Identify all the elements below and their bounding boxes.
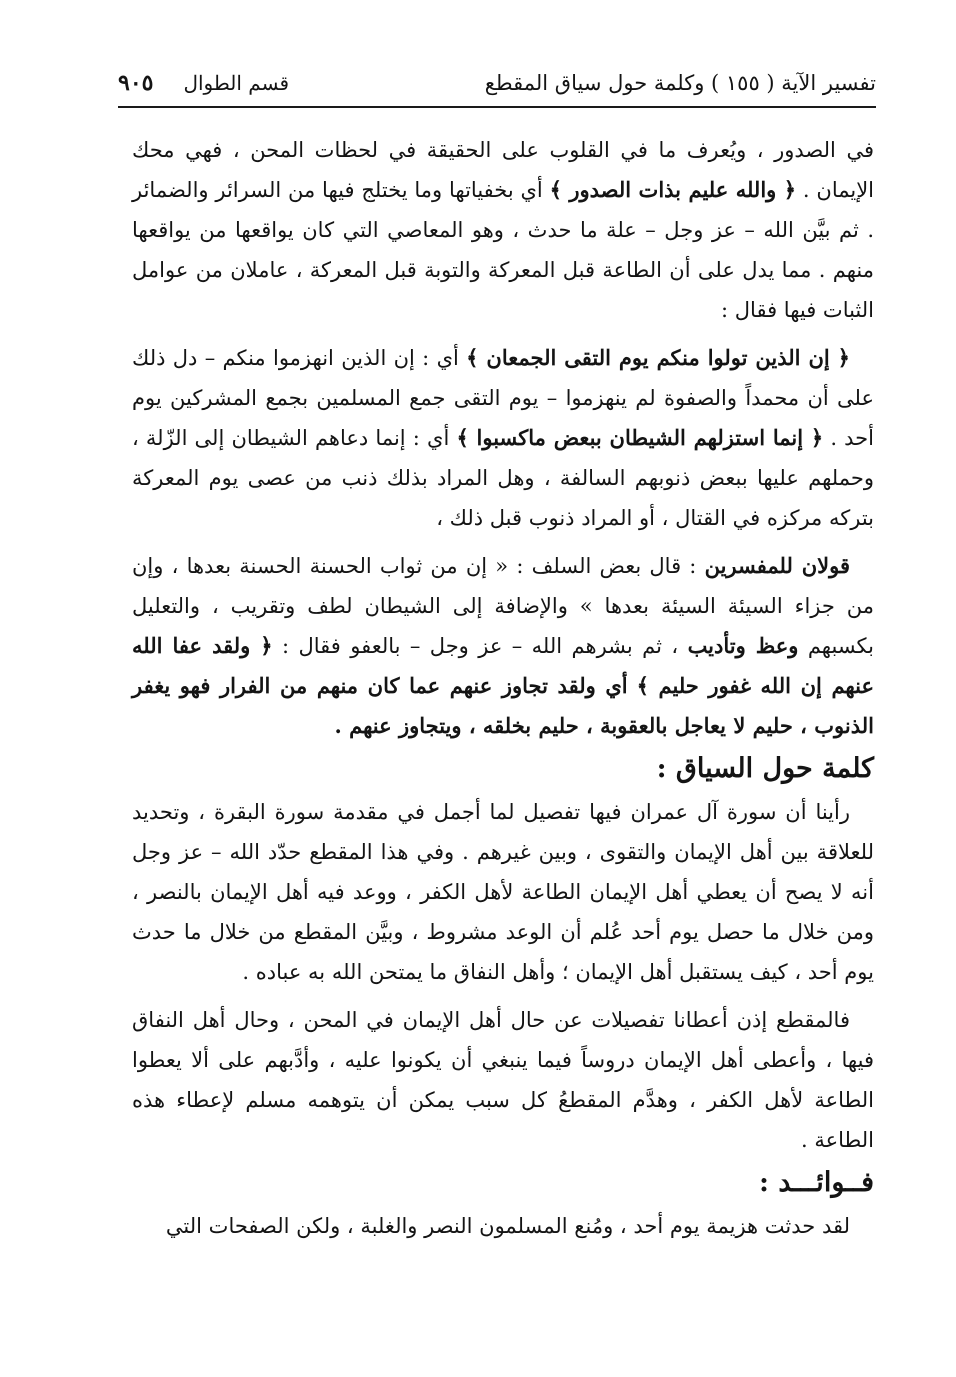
page-body [132, 130, 874, 1246]
text-span: أي : إن الذين انهزموا منكم – دل ذلك على أن محمداً والصفوة لم ينهزموا – يوم التقى جمع المسلمين بجمع المشركين يوم أحد . [132, 346, 874, 450]
text-span: أي : إنما دعاهم الشيطان إلى الزّلة ، وحملهم عليها ببعض ذنوبهم السالفة ، وهل المراد بذلك ذنب من عصى يوم المعركة بتركه مركزه في القتال ، أو المراد ذنوب قبل ذلك ، [132, 426, 874, 530]
bold-phrase: أي ولقد تجاوز عنهم عما كان منهم من الفرار فهو يغفر الذنوب ، حليم لا يعاجل بالعقوبة ، حليم بخلقه ، ويتجاوز عنهم . [132, 673, 874, 738]
page-header [118, 60, 876, 108]
benefits-heading: فــوائـــد : [759, 1167, 874, 1198]
paragraph-4: رأينا أن سورة آل عمران فيها تفصيل لما أجمل في مقدمة سورة البقرة ، وتحديد للعلاقة بين أهل الإيمان والتقوى ، وبين غيرهم . وفي هذا المقطع حدّد الله – عز وجل أنه لا يصح أن يعطي أهل الإيمان الطاعة لأهل الكفر ، ووعد فيه أهل الإيمان بالنصر ، ومن خلال ما حصل يوم أحد عُلم أن الوعد مشروط ، وبيَّن المقطع من خلال ما حدث يوم أحد ، كيف يستقبل أهل الإيمان ؛ وأهل النفاق ما يمتحن الله به عباده . [132, 800, 874, 984]
text-span: : قال بعض السلف : « إن من ثواب الحسنة الحسنة بعدها ، وإن من جزاء السيئة السيئة بعدها » والإضافة إلى الشيطان لطف وتقريب ، والتعليل بكسبهم [132, 554, 874, 658]
page-number: ٩٠٥ [118, 70, 154, 96]
text-span [628, 674, 637, 698]
section-name: قسم الطوال [183, 71, 289, 95]
quran-verse: ﴿ إنما استزلهم الشيطان ببعض ماكسبوا ﴾ [456, 425, 824, 450]
text-span: في الصدور ، ويُعرف ما في القلوب على الحقيقة في لحظات المحن ، فهي محك الإيمان . [132, 138, 875, 202]
paragraph-6: لقد حدثت هزيمة يوم أحد ، ومُنع المسلمون النصر والغلبة ، ولكن الصفحات التي [165, 1214, 850, 1238]
bold-phrase: قولان للمفسرين [704, 553, 850, 578]
paragraph-3 [132, 546, 874, 746]
paragraph-5: فالمقطع إذن أعطانا تفصيلات عن حال أهل الإيمان في المحن ، وحال أهل النفاق فيها ، وأعطى أهل الإيمان دروساً فيما ينبغي أن يكونوا عليه ، وأدَّبهم على ألا يعطوا الطاعة لأهل الكفر ، وهدَّم المقطعُ كل سبب يمكن أن يتوهمه مسلم لإعطاء هذه الطاعة . [132, 1008, 874, 1152]
section-heading: كلمة حول السياق : [656, 753, 874, 784]
quran-verse: ﴿ والله عليم بذات الصدور ﴾ [549, 177, 797, 202]
running-title: تفسير الآية ( ١٥٥ ) وكلمة حول سياق المقطع [484, 71, 876, 95]
paragraph-1 [132, 130, 874, 330]
text-span: ، ثم بشرهم الله – عز وجل – بالعفو فقال : [272, 634, 688, 658]
header-left [118, 70, 289, 96]
quran-verse: ﴿ إن الذين تولوا منكم يوم التقى الجمعان ﴾ [466, 345, 850, 370]
bold-phrase: وعظ وتأديب [687, 633, 799, 658]
paragraph-2 [132, 338, 874, 538]
quran-verse: ﴿ ولقد عفا الله عنهم إن الله غفور حليم ﴾ [132, 633, 874, 698]
text-span: أي بخفياتها وما يختلج فيها من السرائر والضمائر . ثم بيَّن الله – عز وجل – علة ما حدث ، وهو المعاصي التي كان يواقعها من يواقعها منهم . مما يدل على أن الطاعة قبل المعركة والتوبة قبل المعركة ، عاملان من عوامل الثبات فيها فقال : [132, 178, 874, 322]
